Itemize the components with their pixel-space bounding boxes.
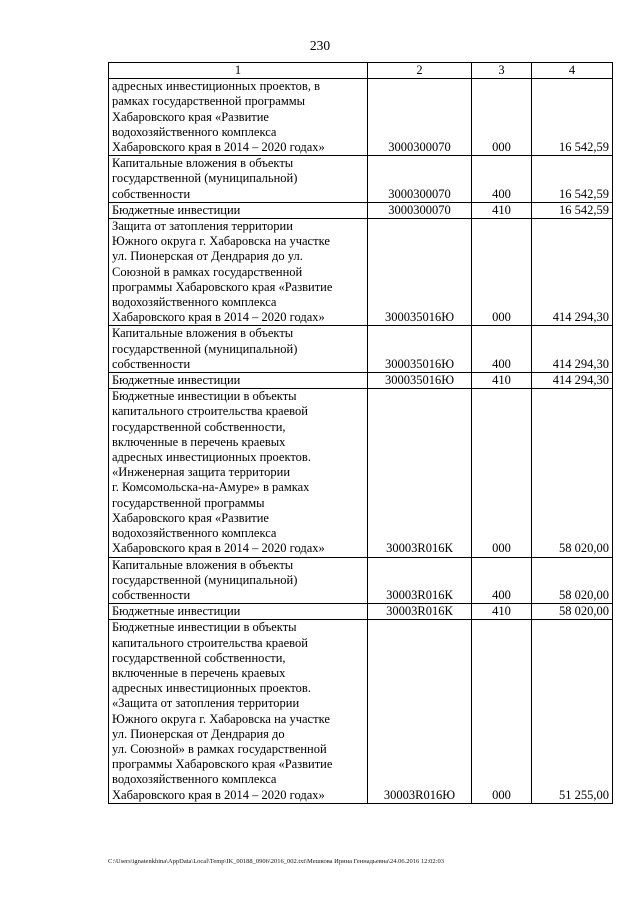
table-row [109,620,613,803]
row-name: Бюджетные инвестиции [109,202,368,218]
header-col-4: 4 [532,63,613,79]
row-expense-type: 410 [472,604,532,620]
row-amount: 414 294,30 [532,373,613,389]
row-name: адресных инвестиционных проектов, в рамках государственной программы Хабаровского края «Развитие водохозяйственного комплекса Хабаровского края в 2014 – 2020 годах» [109,79,368,156]
budget-table [108,62,613,804]
row-expense-type: 000 [472,389,532,557]
table-row [109,156,613,203]
header-col-3: 3 [472,63,532,79]
row-target-code: 3000300070 [368,156,472,203]
row-expense-type: 000 [472,219,532,326]
row-amount: 414 294,30 [532,326,613,373]
row-expense-type: 400 [472,557,532,604]
row-target-code: 30003R016К [368,389,472,557]
header-col-1: 1 [109,63,368,79]
row-name: Защита от затопления территории Южного округа г. Хабаровска на участке ул. Пионерская от Дендрария до ул. Союзной в рамках государственной программы Хабаровского края «Развитие водохозяйственного комплекса Хабаровского края в 2014 – 2020 годах» [109,219,368,326]
table-row [109,389,613,557]
row-name: Бюджетные инвестиции [109,373,368,389]
row-amount: 414 294,30 [532,219,613,326]
row-expense-type: 410 [472,373,532,389]
table-row [109,557,613,604]
row-amount: 58 020,00 [532,389,613,557]
table-row [109,373,613,389]
row-amount: 16 542,59 [532,79,613,156]
table-row [109,219,613,326]
row-expense-type: 400 [472,156,532,203]
row-expense-type: 000 [472,79,532,156]
header-col-2: 2 [368,63,472,79]
row-target-code: 300035016Ю [368,219,472,326]
row-expense-type: 410 [472,202,532,218]
footer-file-path: C:\Users\ignatenkhina\AppData\Local\Temp\IK_00188_0906\2016_002.txt\Мешкова Ирина Геннадьевна\24.06.2016 12:02:03 [108,858,444,865]
table-row [109,202,613,218]
header-row [109,63,613,79]
row-name: Бюджетные инвестиции в объекты капитального строительства краевой государственной собственности, включенные в перечень краевых адресных инвестиционных проектов. «Защита от затопления территории Южного округа г. Хабаровска на участке ул. Пионерская от Дендрария до ул. Союзной» в рамках государственной программы Хабаровского края «Развитие водохозяйственного комплекса Хабаровского края в 2014 – 2020 годах» [109,620,368,803]
table-row [109,326,613,373]
row-amount: 16 542,59 [532,156,613,203]
row-expense-type: 000 [472,620,532,803]
row-target-code: 30003R016Ю [368,620,472,803]
row-target-code: 300035016Ю [368,373,472,389]
row-amount: 58 020,00 [532,557,613,604]
row-name: Капитальные вложения в объекты государственной (муниципальной) собственности [109,156,368,203]
row-amount: 58 020,00 [532,604,613,620]
row-target-code: 30003R016К [368,604,472,620]
row-name: Капитальные вложения в объекты государственной (муниципальной) собственности [109,557,368,604]
page-number: 230 [309,38,331,53]
table-row [109,604,613,620]
row-target-code: 3000300070 [368,79,472,156]
row-amount: 16 542,59 [532,202,613,218]
row-target-code: 300035016Ю [368,326,472,373]
row-name: Бюджетные инвестиции [109,604,368,620]
row-name: Бюджетные инвестиции в объекты капитального строительства краевой государственной собственности, включенные в перечень краевых адресных инвестиционных проектов. «Инженерная защита территории г. Комсомольска-на-Амуре» в рамках государственной программы Хабаровского края «Развитие водохозяйственного комплекса Хабаровского края в 2014 – 2020 годах» [109,389,368,557]
row-amount: 51 255,00 [532,620,613,803]
row-name: Капитальные вложения в объекты государственной (муниципальной) собственности [109,326,368,373]
table-row [109,79,613,156]
row-target-code: 30003R016К [368,557,472,604]
row-target-code: 3000300070 [368,202,472,218]
row-expense-type: 400 [472,326,532,373]
